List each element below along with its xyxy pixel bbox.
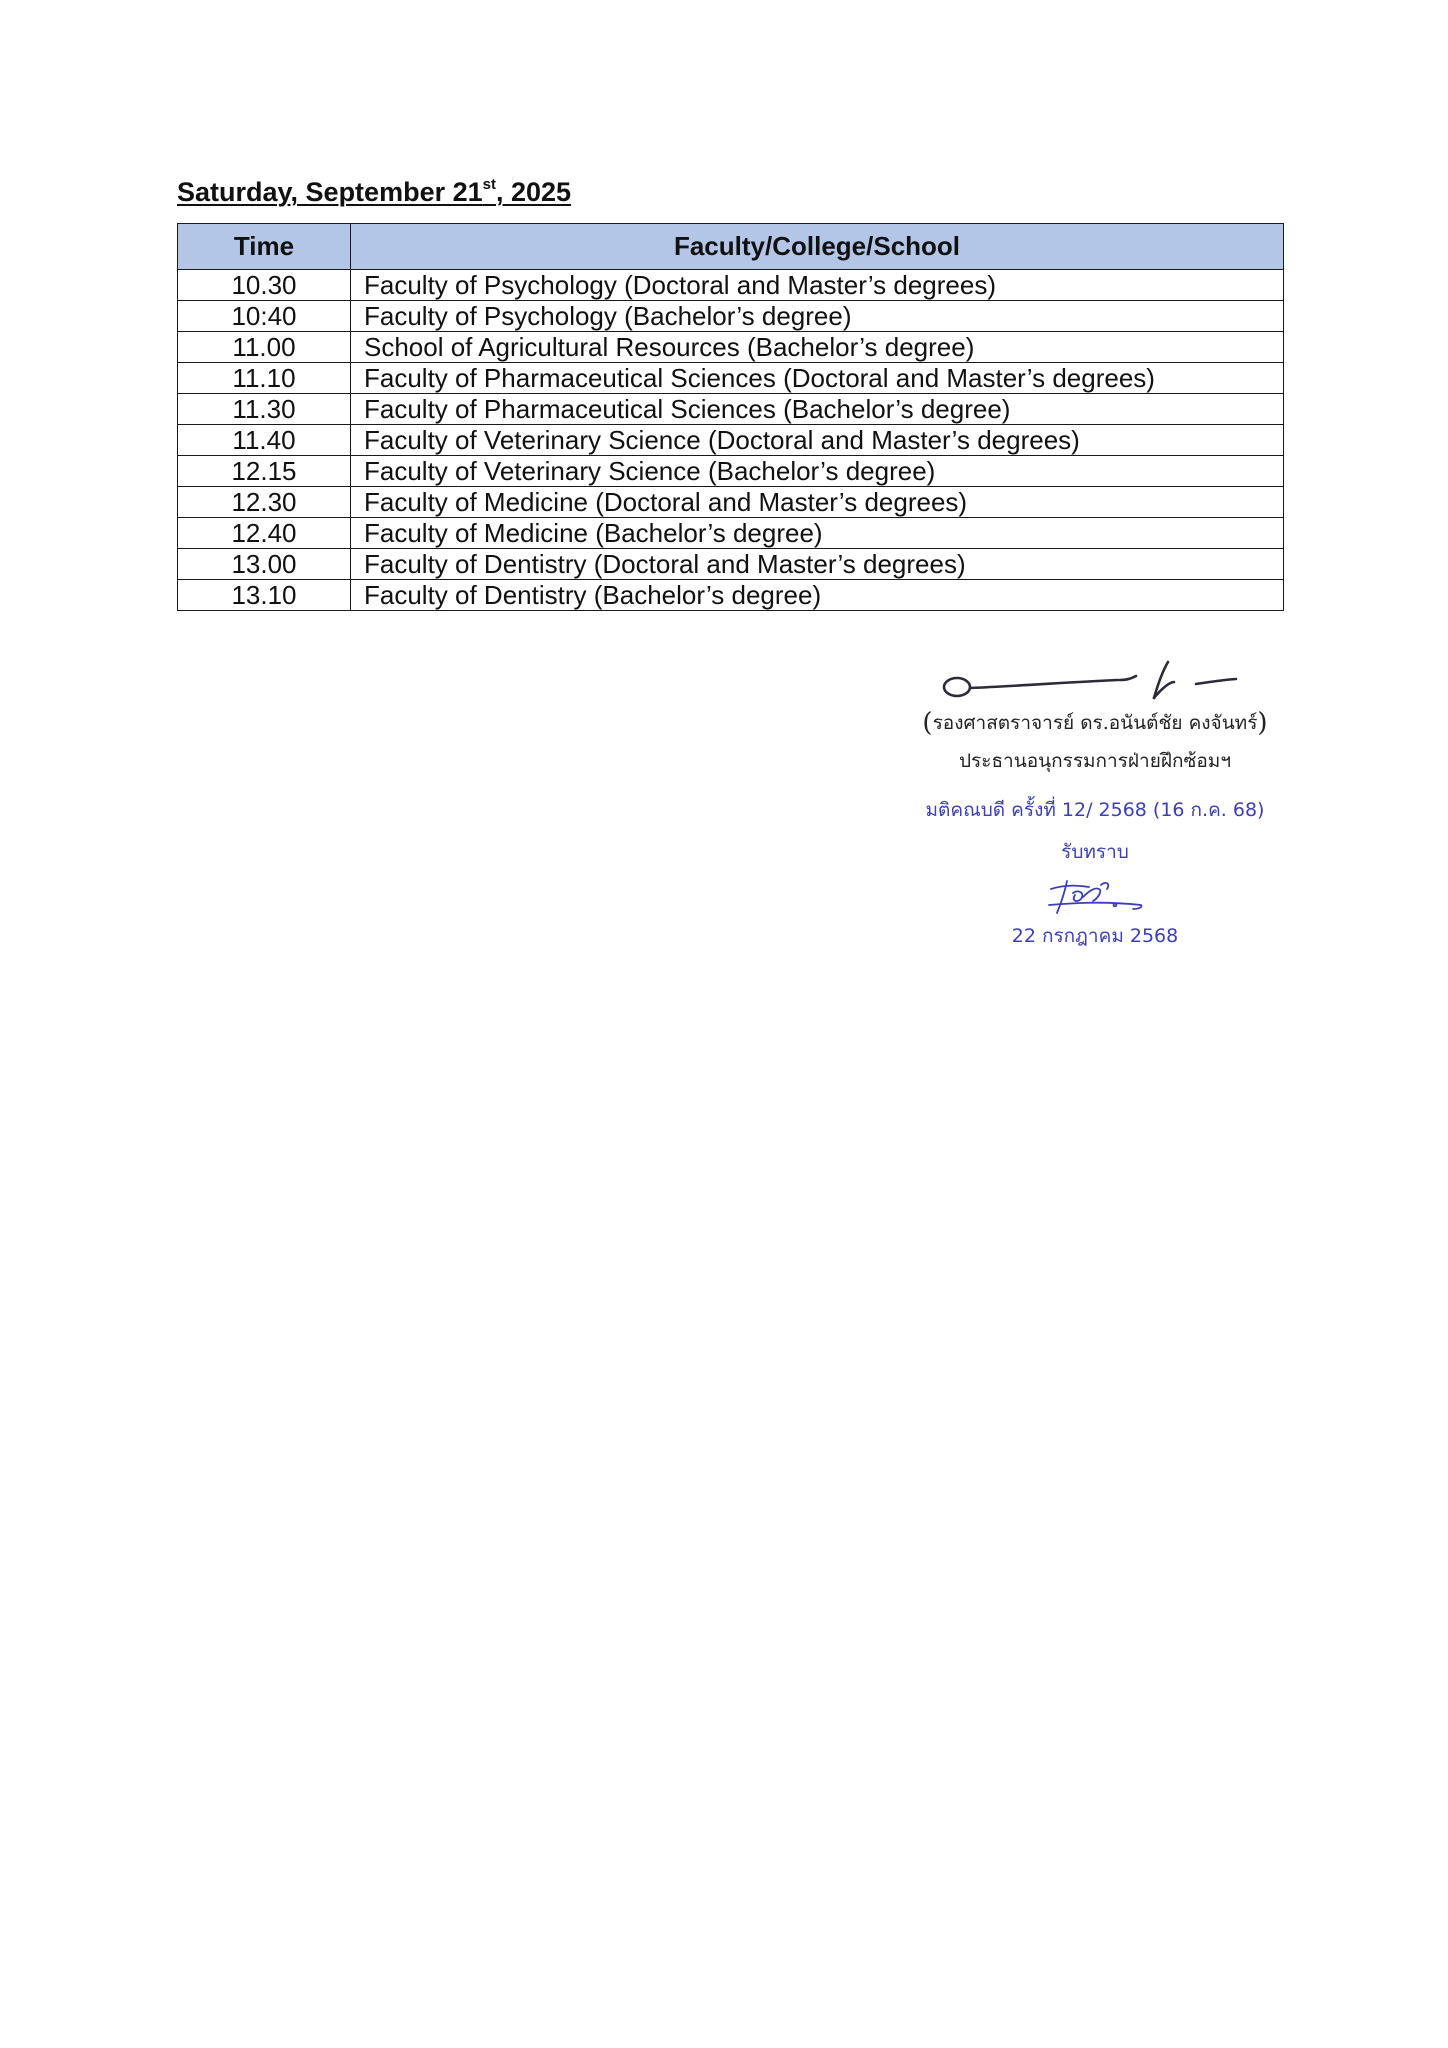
time-cell: 11.40 [178,425,351,456]
faculty-cell: Faculty of Medicine (Doctoral and Master’s degrees) [351,487,1284,518]
time-cell: 13.10 [178,580,351,611]
time-cell: 10:40 [178,301,351,332]
faculty-cell: Faculty of Dentistry (Bachelor’s degree) [351,580,1284,611]
signer-name-text: รองศาสตราจารย์ ดร.อนันต์ชัย คงจันทร์ [932,712,1258,734]
table-row [178,487,1284,518]
time-cell: 11.30 [178,394,351,425]
time-cell: 10.30 [178,270,351,301]
time-cell: 12.15 [178,456,351,487]
approval-acknowledged: รับทราบ [1061,841,1129,863]
faculty-cell: Faculty of Veterinary Science (Doctoral and Master’s degrees) [351,425,1284,456]
table-row [178,332,1284,363]
approval-resolution: มติคณบดี ครั้งที่ 12/ 2568 (16 ก.ค. 68) [925,799,1265,821]
column-header-time: Time [178,224,351,270]
faculty-cell: Faculty of Medicine (Bachelor’s degree) [351,518,1284,549]
heading-date: Saturday, September 21 [177,177,483,207]
table-row [178,394,1284,425]
approval-date: 22 กรกฎาคม 2568 [1011,925,1179,947]
page-heading [177,176,571,208]
heading-year: , 2025 [495,177,572,207]
open-paren: ( [922,708,933,738]
table-row [178,518,1284,549]
table-row [178,549,1284,580]
faculty-cell: Faculty of Psychology (Bachelor’s degree) [351,301,1284,332]
time-cell: 12.40 [178,518,351,549]
faculty-cell: School of Agricultural Resources (Bachelor’s degree) [351,332,1284,363]
faculty-cell: Faculty of Dentistry (Doctoral and Master’s degrees) [351,549,1284,580]
signer-title: ประธานอนุกรรมการฝ่ายฝึกซ้อมฯ [958,750,1231,772]
time-cell: 12.30 [178,487,351,518]
faculty-cell: Faculty of Psychology (Doctoral and Master’s degrees) [351,270,1284,301]
heading-ordinal-suffix: st [482,176,496,193]
table-row [178,580,1284,611]
approval-signature [1043,875,1153,919]
handwritten-signature [940,658,1270,708]
faculty-cell: Faculty of Pharmaceutical Sciences (Bachelor’s degree) [351,394,1284,425]
time-cell: 11.00 [178,332,351,363]
schedule-table [177,223,1284,611]
faculty-cell: Faculty of Veterinary Science (Bachelor’s degree) [351,456,1284,487]
table-header-row [178,224,1284,270]
column-header-faculty: Faculty/College/School [351,224,1284,270]
table-row [178,456,1284,487]
table-row [178,425,1284,456]
table-row [178,301,1284,332]
close-paren: ) [1257,708,1268,738]
time-cell: 13.00 [178,549,351,580]
faculty-cell: Faculty of Pharmaceutical Sciences (Doctoral and Master’s degrees) [351,363,1284,394]
table-row [178,270,1284,301]
table-row [178,363,1284,394]
signer-name [900,708,1290,738]
time-cell: 11.10 [178,363,351,394]
